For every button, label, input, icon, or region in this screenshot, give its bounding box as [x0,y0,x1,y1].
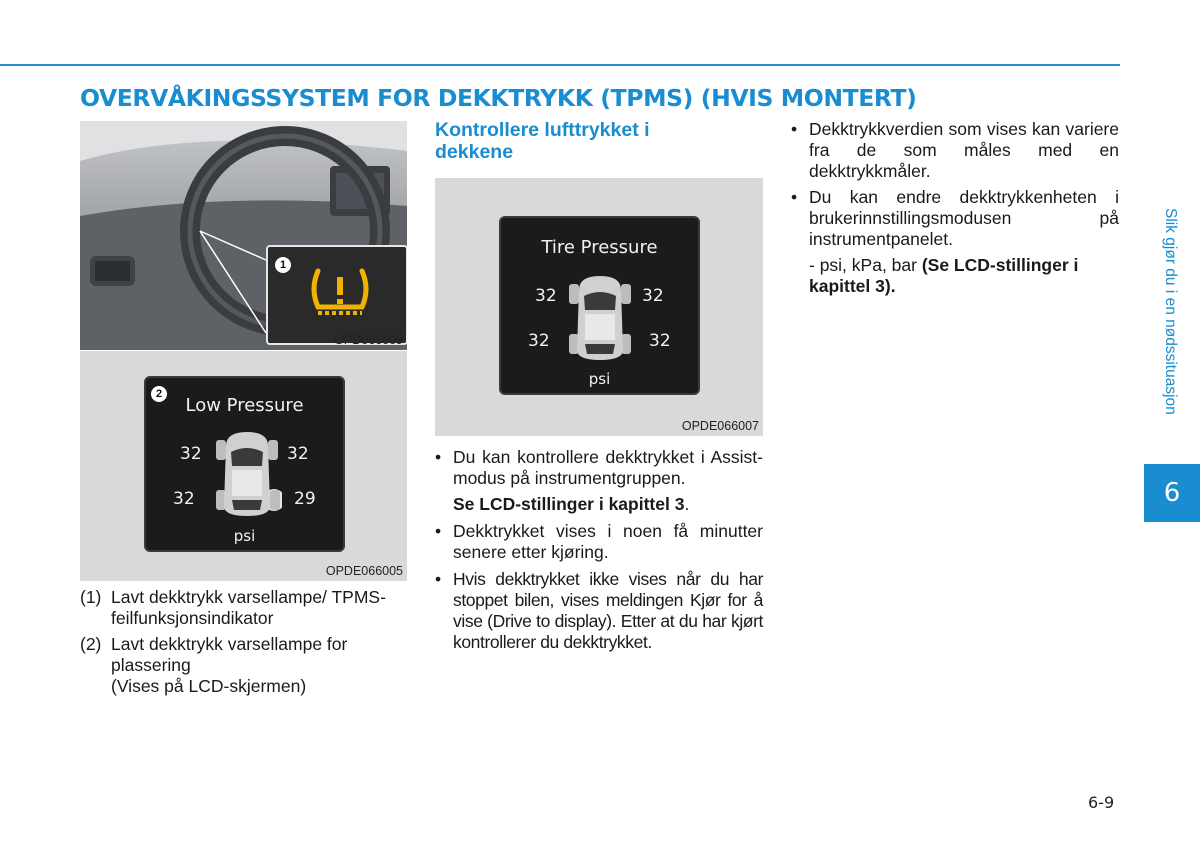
figure-caption: OPDE066007 [681,419,759,433]
rear-left-pressure: 32 [173,489,195,509]
bullet-text: Hvis dekktrykket ikke vises når du har stoppet bilen, vises meldingen Kjør for å vise (Drive to display). Etter at du har kjørt kontrollerer du dekktrykket. [453,569,763,652]
lcd-screen-title: Low Pressure [185,395,304,416]
list-text: Lavt dekktrykk varsellampe/ TPMS-feilfunksjonsindikator [111,587,386,628]
lcd-screen-title: Tire Pressure [541,237,658,258]
bullet-reference [435,494,763,515]
pressure-unit: psi [233,527,256,545]
callout-badge: 1 [275,257,291,273]
chapter-number-tab: 6 [1144,464,1200,522]
list-item [80,587,410,629]
left-list [80,587,410,697]
sub-item [791,255,1119,297]
front-right-pressure: 32 [287,444,309,464]
front-right-pressure: 32 [642,286,664,306]
front-left-pressure: 32 [535,286,557,306]
sub-item-prefix: - psi, kPa, bar [809,255,922,275]
reference-period: . [684,494,690,514]
warning-light-inset [266,245,407,345]
front-left-pressure: 32 [180,444,202,464]
heading-line: Kontrollere lufttrykket i [435,119,650,141]
bullet-text: Du kan endre dekktrykkenheten i brukerinnstillingsmodusen på instrumentpanelet. [809,187,1119,249]
low-pressure-figure [80,351,407,581]
tire-pressure-figure [435,178,763,436]
list-text: Lavt dekktrykk varsellampe for plassering [111,634,348,675]
car-top-view-icon [565,274,635,364]
lcd-screen [499,216,700,395]
list-text-extra: (Vises på LCD-skjermen) [111,676,307,696]
bullet-item [435,521,763,563]
sub-item-reference: (Se LCD-stillinger i kapittel 3). [809,255,1079,296]
bullet-text: Dekktrykket vises i noen få minutter senere etter kjøring. [453,521,763,562]
dashboard-figure [80,121,407,350]
bullet-text: Du kan kontrollere dekktrykket i Assist-modus på instrumentgruppen. [453,447,763,488]
rear-right-pressure: 32 [649,331,671,351]
page-title: OVERVÅKINGSSYSTEM FOR DEKKTRYKK (TPMS) (HVIS MONTERT) [80,84,917,112]
heading-line: dekkene [435,141,514,163]
tpms-warning-icon [308,263,372,323]
bullet-item [791,187,1119,250]
bullet-item [791,119,1119,182]
bullet-text: Dekktrykkverdien som vises kan variere fra de som måles med en dekktrykkmåler. [809,119,1119,181]
callout-badge: 2 [151,386,167,402]
top-rule [0,64,1120,66]
figure-caption: OPD066009 [334,333,403,347]
pressure-unit: psi [588,370,611,388]
list-number: (2) [80,634,102,654]
page-number: 6-9 [1088,793,1115,812]
bullet-item [435,569,763,653]
figure-caption: OPDE066005 [325,564,403,578]
lcd-screen [144,376,345,552]
list-number: (1) [80,587,102,607]
section-heading [435,119,765,163]
middle-text [435,447,763,653]
chapter-side-label: Slik gjør du i en nødssituasjon [1162,208,1179,415]
list-item [80,634,410,697]
rear-right-pressure: 29 [294,489,316,509]
reference-text: Se LCD-stillinger i kapittel 3 [453,494,685,514]
right-text [791,119,1119,297]
car-top-view-icon [212,430,282,520]
bullet-item [435,447,763,489]
rear-left-pressure: 32 [528,331,550,351]
